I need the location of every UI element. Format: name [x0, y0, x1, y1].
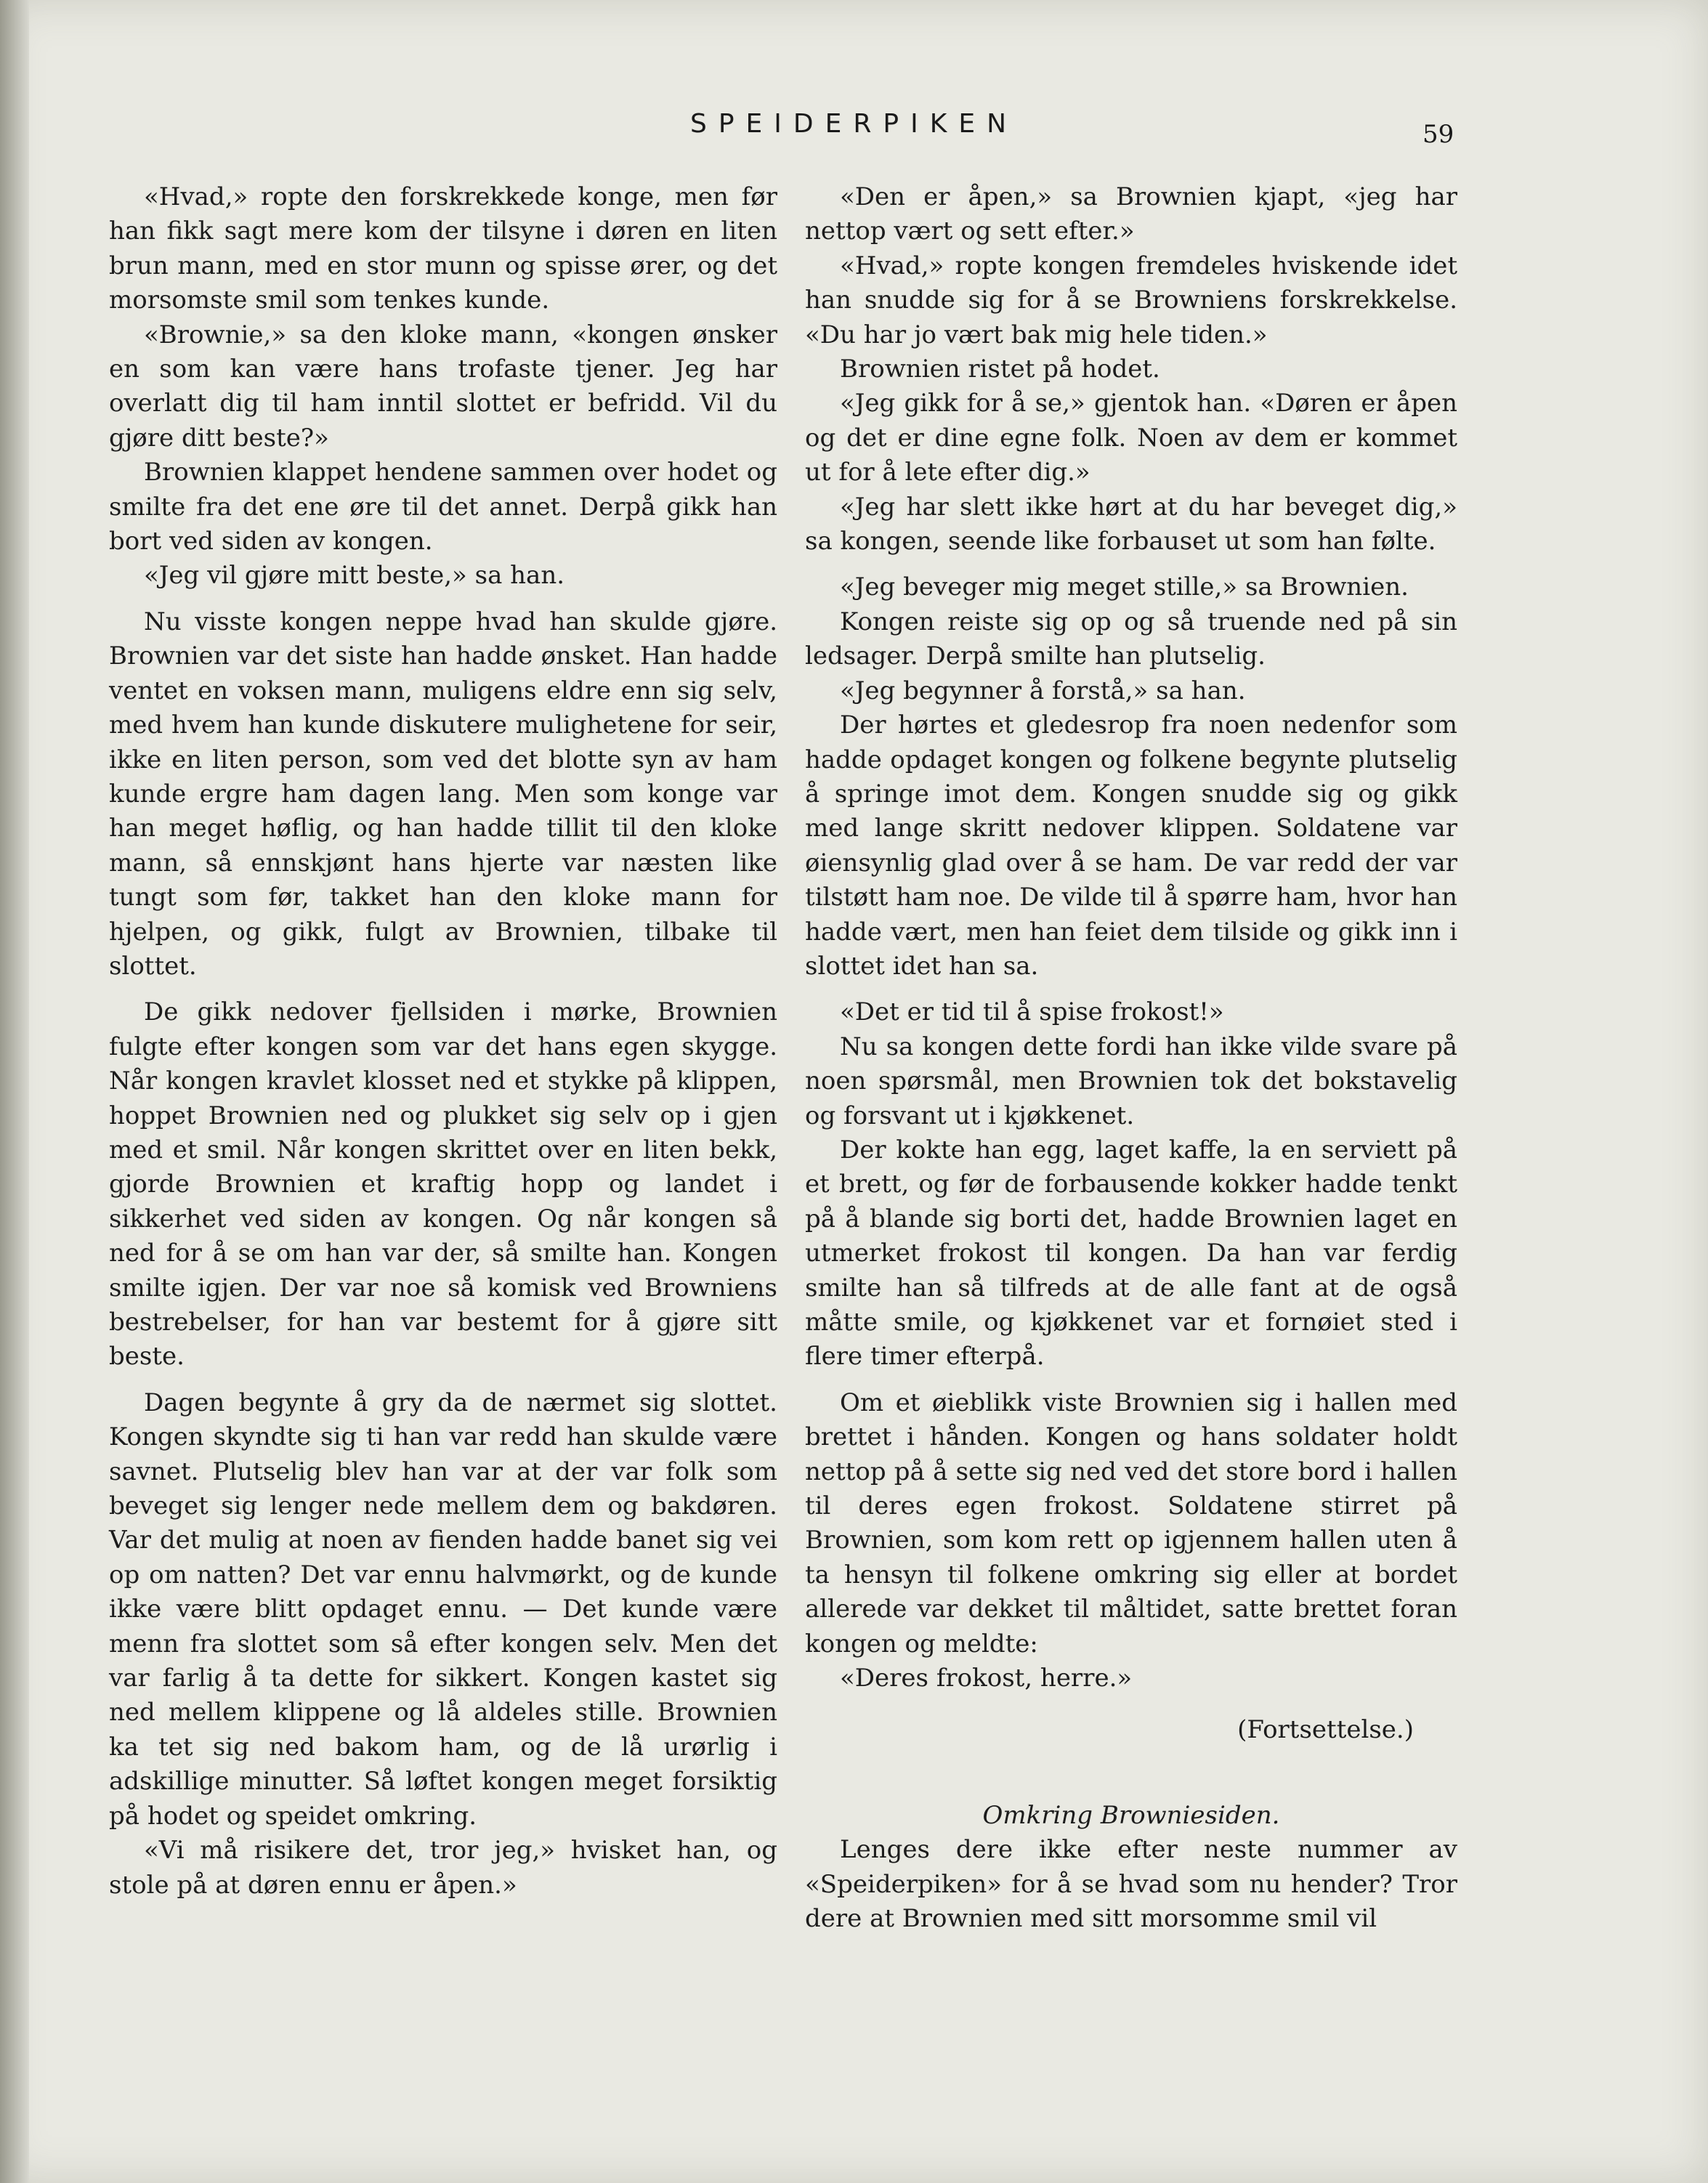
- paragraph: Dagen begynte å gry da de nærmet sig slottet. Kongen skyndte sig ti han var redd han skulde være savnet. Plutselig blev han var at der var folk som beveget sig lenger nede mellem dem og bakdøren. Var det mulig at noen av fienden hadde banet sig vei op om natten? Det var ennu halvmørkt, og de kunde ikke være blitt opdaget ennu. — Det kunde være menn fra slottet som så efter kongen selv. Men det var farlig å ta dette for sikkert. Kongen kastet sig ned mellem klippene og lå aldeles stille. Brownien ka tet sig ned bakom ham, og de lå urørlig i adskillige minutter. Så løftet kongen meget forsiktig på hodet og speidet omkring.: [109, 1388, 777, 1831]
- page-number: 59: [1422, 120, 1454, 149]
- paragraph: Brownien ristet på hodet.: [840, 355, 1160, 384]
- paragraph: «Hvad,» ropte kongen fremdeles hviskende idet han snudde sig for å se Browniens forskrekkelse. «Du har jo vært bak mig hele tiden.»: [805, 251, 1457, 349]
- section-heading: Omkring Browniesiden.: [982, 1800, 1280, 1830]
- paragraph: «Jeg begynner å forstå,» sa han.: [840, 676, 1246, 705]
- paragraph: Kongen reiste sig op og så truende ned på sin ledsager. Derpå smilte han plutselig.: [805, 607, 1457, 671]
- paragraph: «Vi må risikere det, tror jeg,» hvisket han, og stole på at døren ennu er åpen.»: [109, 1836, 777, 1900]
- paragraph: «Jeg vil gjøre mitt beste,» sa han.: [144, 561, 565, 591]
- paragraph: «Den er åpen,» sa Brownien kjapt, «jeg har nettop vært og sett efter.»: [805, 182, 1457, 246]
- paragraph: «Jeg gikk for å se,» gjentok han. «Døren er åpen og det er dine egne folk. Noen av dem er kommet ut for å lete efter dig.»: [805, 389, 1457, 487]
- paragraph: Brownien klappet hendene sammen over hodet og smilte fra det ene øre til det annet. Derpå gikk han bort ved siden av kongen.: [109, 458, 777, 556]
- paragraph: «Jeg har slett ikke hørt at du har beveget dig,» sa kongen, seende like forbauset ut som han følte.: [805, 492, 1457, 556]
- paragraph: Lenges dere ikke efter neste nummer av «Speiderpiken» for å se hvad som nu hender? Tror dere at Brownien med sitt morsomme smil vil: [805, 1835, 1457, 1934]
- paragraph: «Brownie,» sa den kloke mann, «kongen ønsker en som kan være hans trofaste tjener. Jeg har overlatt dig til ham inntil slottet er befridd. Vil du gjøre ditt beste?»: [109, 320, 777, 453]
- right-column: [805, 180, 1457, 1937]
- paragraph: «Jeg beveger mig meget stille,» sa Brownien.: [840, 572, 1409, 602]
- paragraph: Der hørtes et gledesrop fra noen nedenfor som hadde opdaget kongen og folkene begynte plutselig å springe imot dem. Kongen snudde sig og gikk med lange skritt nedover klippen. Soldatene var øiensynlig glad over å se ham. De var redd der var tilstøtt ham noe. De vilde til å spørre ham, hvor han hadde vært, men han feiet dem tilside og gikk inn i slottet idet han sa.: [805, 710, 1457, 981]
- paragraph: Om et øieblikk viste Brownien sig i hallen med brettet i hånden. Kongen og hans soldater holdt nettop på å sette sig ned ved det store bord i hallen til deres egen frokost. Soldatene stirret på Brownien, som kom rett op igjennem hallen uten å ta hensyn til folkene omkring sig eller at bordet allerede var dekket til måltidet, satte brettet foran kongen og meldte:: [805, 1388, 1457, 1658]
- page-binding-edge: [0, 0, 29, 2183]
- continued-note: (Fortsettelse.): [1237, 1715, 1414, 1745]
- paragraph: Nu visste kongen neppe hvad han skulde gjøre. Brownien var det siste han hadde ønsket. Han hadde ventet en voksen mann, muligens eldre enn sig selv, med hvem han kunde diskutere mulighetene for seir, ikke en liten person, som ved det blotte syn av ham kunde ergre ham dagen lang. Men som konge var han meget høflig, og han hadde tillit til den kloke mann, så ennskjønt hans hjerte var næsten like tungt som før, takket han den kloke mann for hjelpen, og gikk, fulgt av Brownien, tilbake til slottet.: [109, 607, 777, 981]
- paragraph: De gikk nedover fjellsiden i mørke, Brownien fulgte efter kongen som var det hans egen skygge. Når kongen kravlet klosset ned et stykke på klippen, hoppet Brownien ned og plukket sig selv op i gjen med et smil. Når kongen skrittet over en liten bekk, gjorde Brownien et kraftig hopp og landet i sikkerhet ved siden av kongen. Og når kongen så ned for å se om han var der, så smilte han. Kongen smilte igjen. Der var noe så komisk ved Browniens bestrebelser, for han var bestemt for å gjøre sitt beste.: [109, 997, 777, 1372]
- paragraph: Nu sa kongen dette fordi han ikke vilde svare på noen spørsmål, men Brownien tok det bokstavelig og forsvant ut i kjøkkenet.: [805, 1032, 1457, 1130]
- paragraph: «Det er tid til å spise frokost!»: [840, 997, 1224, 1027]
- running-header: SPEIDERPIKEN: [689, 109, 1018, 139]
- left-column: [109, 180, 777, 1903]
- paragraph: Der kokte han egg, laget kaffe, la en serviett på et brett, og før de forbausende kokker hadde tenkt på å blande sig borti det, hadde Brownien laget en utmerket frokost til kongen. Da han var ferdig smilte han så tilfreds at de alle fant at de også måtte smile, og kjøkkenet var et fornøiet sted i flere timer efterpå.: [805, 1135, 1457, 1372]
- paragraph: «Hvad,» ropte den forskrekkede konge, men før han fikk sagt mere kom der tilsyne i døren en liten brun mann, med en stor munn og spisse ører, og det morsomste smil som tenkes kunde.: [109, 182, 777, 315]
- paragraph: «Deres frokost, herre.»: [840, 1664, 1133, 1693]
